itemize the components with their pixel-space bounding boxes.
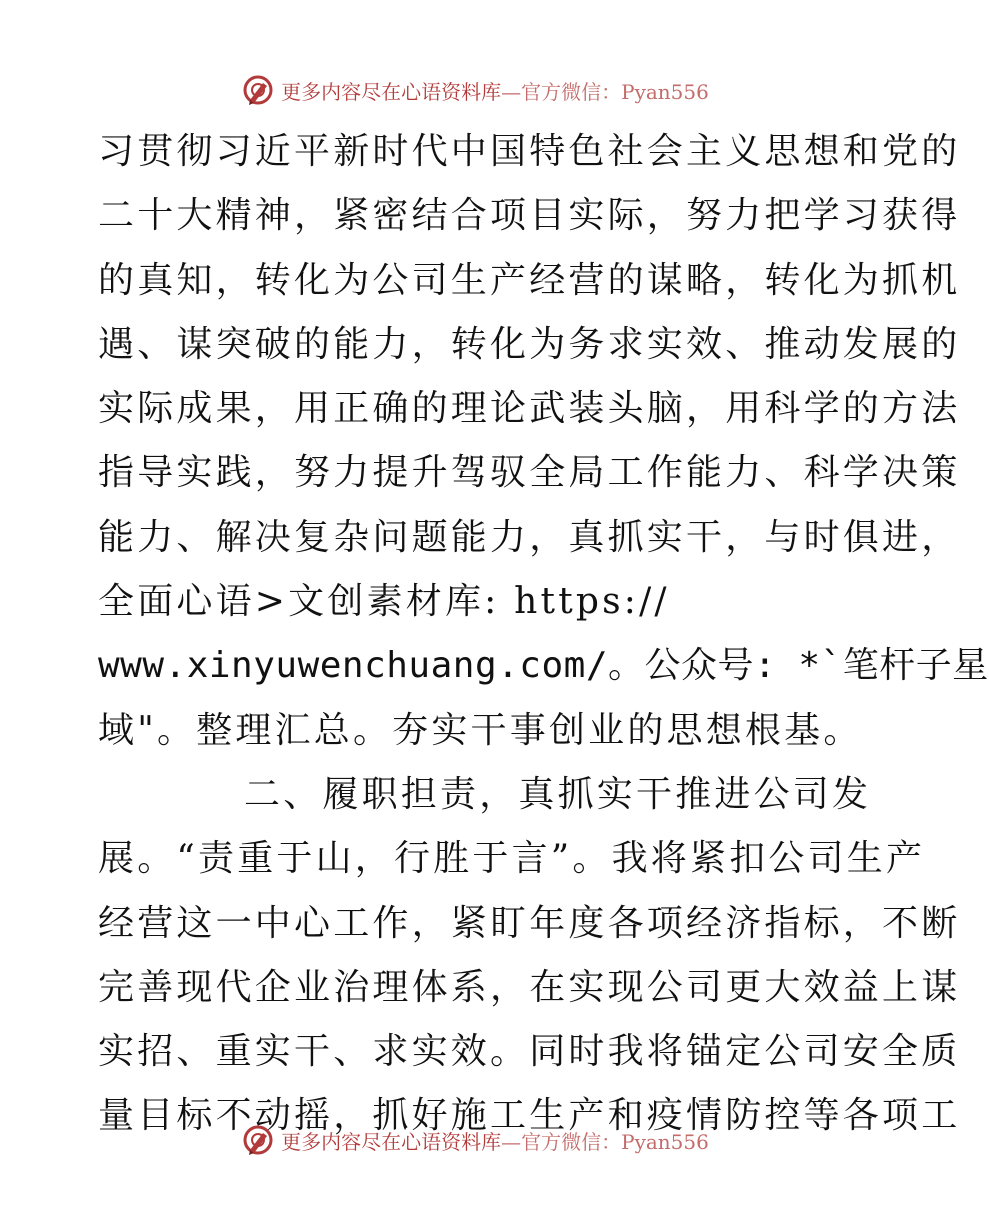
banner-main-text: 更多内容尽在心语资料库 (281, 1129, 502, 1154)
banner-separator: — (501, 79, 522, 104)
text-line: 量目标不动摇，抓好施工生产和疫情防控等各项工 (98, 1095, 961, 1137)
banner-wechat-label: 官方微信： (521, 79, 622, 104)
banner-text (281, 1126, 709, 1155)
url-line: www.xinyuwenchuang.com/。公众号: *`笔杆子星 (98, 645, 989, 687)
pen-logo-icon (241, 1123, 275, 1157)
banner-wechat-label: 官方微信： (521, 1129, 622, 1154)
text-line: 遇、谋突破的能力，转化为务求实效、推动发展的 (98, 323, 961, 365)
text-line: 展。“责重于山，行胜于言”。我将紧扣公司生产 (98, 838, 926, 880)
text-line: 域"。整理汇总。夯实干事创业的思想根基。 (98, 709, 863, 751)
footer-banner (0, 1120, 950, 1160)
section-heading: 二、履职担责，真抓实干推进公司发 (244, 773, 872, 815)
pen-logo-icon (241, 73, 275, 107)
text-line: 能力、解决复杂问题能力，真抓实干，与时俱进， (98, 516, 961, 558)
text-line: 实招、重实干、求实效。同时我将锚定公司安全质 (98, 1031, 961, 1073)
banner-text (281, 76, 709, 105)
document-body (98, 120, 989, 1149)
banner-wechat-id: Pyan556 (621, 79, 709, 104)
text-line: 二十大精神，紧密结合项目实际，努力把学习获得 (98, 195, 961, 237)
text-line: 指导实践，努力提升驾驭全局工作能力、科学决策 (98, 452, 961, 494)
text-line: 实际成果，用正确的理论武装头脑，用科学的方法 (98, 388, 961, 430)
header-banner (0, 70, 950, 110)
text-line: 全面心语>文创素材库: https:// (98, 581, 670, 623)
banner-main-text: 更多内容尽在心语资料库 (281, 79, 502, 104)
text-line: 完善现代企业治理体系，在实现公司更大效益上谋 (98, 966, 961, 1008)
banner-wechat-id: Pyan556 (621, 1129, 709, 1154)
text-line: 经营这一中心工作，紧盯年度各项经济指标，不断 (98, 902, 961, 944)
banner-separator: — (501, 1129, 522, 1154)
text-line: 习贯彻习近平新时代中国特色社会主义思想和党的 (98, 131, 961, 172)
text-line: 的真知，转化为公司生产经营的谋略，转化为抓机 (98, 259, 961, 301)
